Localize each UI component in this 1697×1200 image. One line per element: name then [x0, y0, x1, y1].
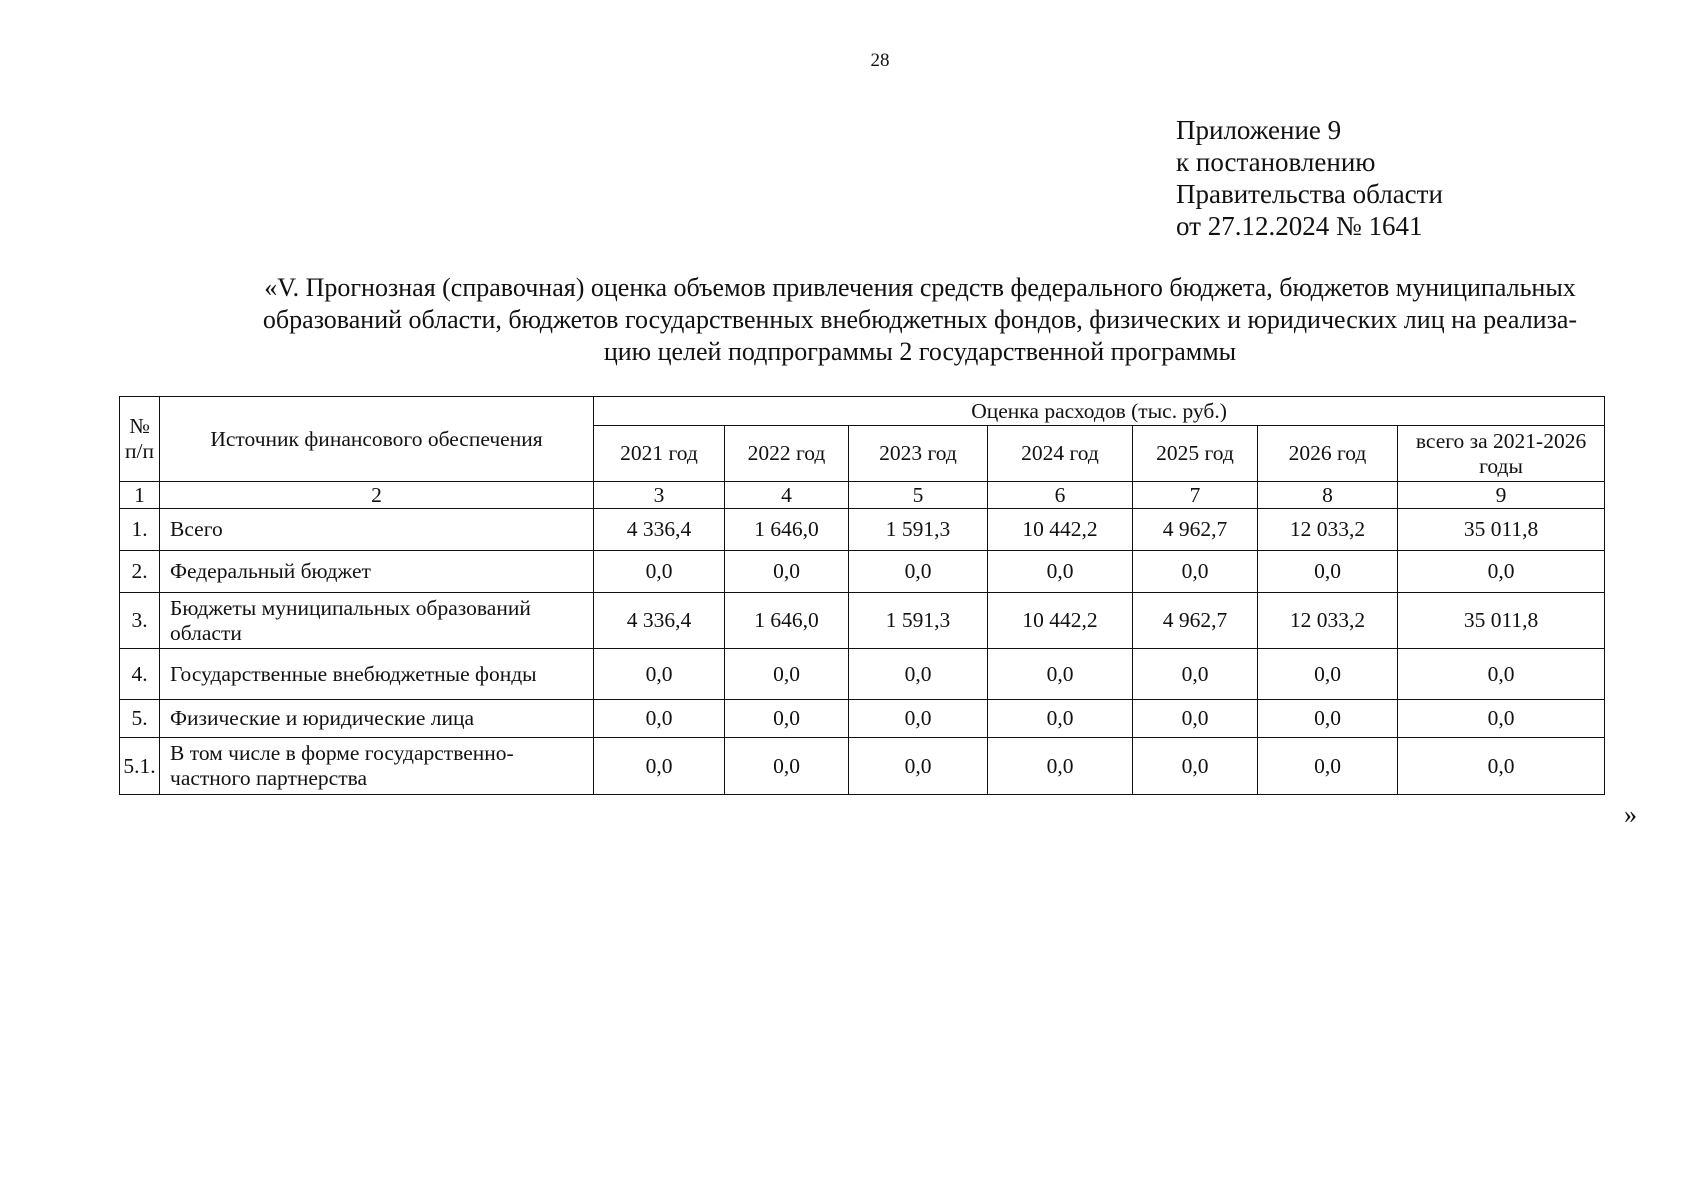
row-value: 0,0: [1133, 700, 1258, 738]
closing-quote: »: [1624, 800, 1637, 829]
column-index: 4: [725, 482, 849, 509]
row-value: 0,0: [594, 551, 725, 593]
row-value: 1 591,3: [849, 509, 988, 551]
row-value: 35 011,8: [1398, 593, 1605, 649]
row-value: 0,0: [1258, 738, 1398, 795]
row-value: 0,0: [1133, 649, 1258, 700]
row-value: 1 646,0: [725, 593, 849, 649]
row-value: 10 442,2: [988, 593, 1133, 649]
row-value: 12 033,2: [1258, 593, 1398, 649]
row-source: Всего: [160, 509, 594, 551]
section-title-line: «V. Прогнозная (справочная) оценка объемов привлечения средств федерального бюджета, бюджетов муниципальных: [264, 273, 1576, 302]
header-year: 2026 год: [1258, 426, 1398, 482]
row-number: 5.1.: [120, 738, 160, 795]
header-year: 2024 год: [988, 426, 1133, 482]
column-index: 1: [120, 482, 160, 509]
section-title: [150, 272, 1690, 368]
column-index: 2: [160, 482, 594, 509]
row-value: 0,0: [1398, 551, 1605, 593]
row-value: 35 011,8: [1398, 509, 1605, 551]
header-group: Оценка расходов (тыс. руб.): [594, 397, 1605, 426]
row-value: 1 646,0: [725, 509, 849, 551]
row-value: 0,0: [988, 738, 1133, 795]
row-value: 0,0: [725, 649, 849, 700]
header-year: 2025 год: [1133, 426, 1258, 482]
row-value: 0,0: [725, 551, 849, 593]
row-source: В том числе в форме государственно-частного партнерства: [160, 738, 594, 795]
row-value: 4 962,7: [1133, 509, 1258, 551]
appendix-line: Приложение 9: [1176, 115, 1342, 145]
row-source: Физические и юридические лица: [160, 700, 594, 738]
column-index: 9: [1398, 482, 1605, 509]
column-index: 8: [1258, 482, 1398, 509]
row-value: 1 591,3: [849, 593, 988, 649]
appendix-line: к постановлению: [1176, 147, 1376, 177]
table-row: [120, 509, 1605, 551]
row-value: 0,0: [988, 551, 1133, 593]
header-total: всего за 2021-2026 годы: [1398, 426, 1605, 482]
appendix-block: [1176, 114, 1443, 242]
row-value: 0,0: [725, 738, 849, 795]
row-value: 0,0: [1398, 738, 1605, 795]
appendix-line: Правительства области: [1176, 179, 1443, 209]
header-year: 2022 год: [725, 426, 849, 482]
row-value: 0,0: [594, 649, 725, 700]
table-row: [120, 593, 1605, 649]
section-title-line: образований области, бюджетов государственных внебюджетных фондов, физических и юридических лиц на реализа-: [262, 305, 1578, 334]
row-value: 10 442,2: [988, 509, 1133, 551]
row-number: 3.: [120, 593, 160, 649]
row-value: 0,0: [1258, 551, 1398, 593]
row-value: 0,0: [988, 700, 1133, 738]
column-index: 5: [849, 482, 988, 509]
column-index: 3: [594, 482, 725, 509]
header-row: [120, 397, 1605, 426]
column-index-row: [120, 482, 1605, 509]
appendix-line: от 27.12.2024 № 1641: [1176, 211, 1423, 241]
row-value: 0,0: [1398, 649, 1605, 700]
row-value: 4 962,7: [1133, 593, 1258, 649]
header-year: 2021 год: [594, 426, 725, 482]
table-row: [120, 649, 1605, 700]
row-value: 0,0: [594, 738, 725, 795]
row-source: Бюджеты муниципальных образований области: [160, 593, 594, 649]
row-number: 2.: [120, 551, 160, 593]
row-source: Федеральный бюджет: [160, 551, 594, 593]
row-value: 0,0: [849, 551, 988, 593]
header-num: № п/п: [120, 397, 160, 482]
row-value: 4 336,4: [594, 509, 725, 551]
row-number: 4.: [120, 649, 160, 700]
row-value: 0,0: [725, 700, 849, 738]
row-value: 0,0: [988, 649, 1133, 700]
row-value: 0,0: [1133, 551, 1258, 593]
header-source: Источник финансового обеспечения: [160, 397, 594, 482]
row-source: Государственные внебюджетные фонды: [160, 649, 594, 700]
row-value: 0,0: [1258, 700, 1398, 738]
row-value: 0,0: [1258, 649, 1398, 700]
table-row: [120, 700, 1605, 738]
row-value: 0,0: [1398, 700, 1605, 738]
row-number: 1.: [120, 509, 160, 551]
row-value: 0,0: [849, 738, 988, 795]
column-index: 6: [988, 482, 1133, 509]
column-index: 7: [1133, 482, 1258, 509]
row-value: 12 033,2: [1258, 509, 1398, 551]
page-number: 28: [870, 50, 890, 71]
row-value: 0,0: [1133, 738, 1258, 795]
row-number: 5.: [120, 700, 160, 738]
row-value: 0,0: [849, 700, 988, 738]
table-row: [120, 551, 1605, 593]
row-value: 4 336,4: [594, 593, 725, 649]
section-title-line: цию целей подпрограммы 2 государственной программы: [603, 337, 1237, 366]
row-value: 0,0: [849, 649, 988, 700]
header-year: 2023 год: [849, 426, 988, 482]
funding-table: [119, 396, 1605, 795]
row-value: 0,0: [594, 700, 725, 738]
table-row: [120, 738, 1605, 795]
